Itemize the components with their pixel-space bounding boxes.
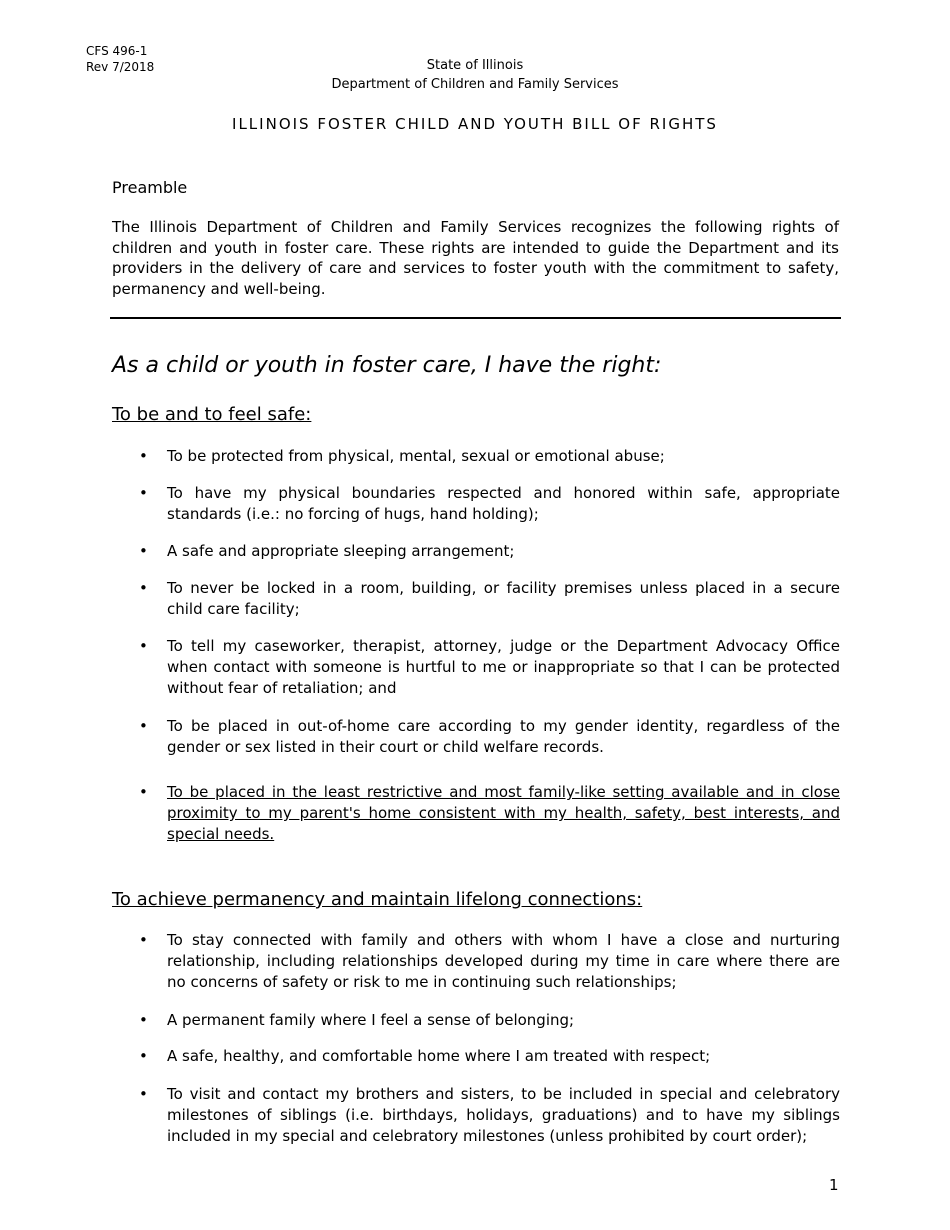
list-item: • A permanent family where I feel a sense of belonging; (139, 1011, 575, 1029)
department-name: Department of Children and Family Services (331, 77, 619, 92)
bullet-icon: • (139, 931, 148, 949)
list-item: • To never be locked in a room, building, or facility premises unless placed in a secure child care facility; (139, 579, 840, 618)
rights-intro: As a child or youth in foster care, I have the right: (112, 353, 662, 378)
list-item: • To be placed in out-of-home care according to my gender identity, regardless of the gender or sex listed in their court or child welfare records. (139, 717, 840, 756)
bullet-icon: • (139, 447, 148, 465)
page-number: 1 (829, 1176, 839, 1194)
bullet-icon: • (139, 484, 148, 502)
section-heading-permanency: To achieve permanency and maintain lifelong connections: (112, 889, 643, 910)
section-heading-safety: To be and to feel safe: (112, 404, 312, 425)
list-item: • To be protected from physical, mental, sexual or emotional abuse; (139, 447, 665, 465)
agency-header (0, 56, 950, 94)
list-item: • To tell my caseworker, therapist, attorney, judge or the Department Advocacy Office when contact with someone is hurtful to me or inappropriate so that I can be protected without fear of retaliation; and (139, 637, 840, 697)
list-item: • To have my physical boundaries respected and honored within safe, appropriate standards (i.e.: no forcing of hugs, hand holding); (139, 484, 840, 523)
state-name: State of Illinois (426, 58, 524, 73)
bullet-icon: • (139, 717, 148, 735)
list-item: • To stay connected with family and others with whom I have a close and nurturing relationship, including relationships developed during my time in care where there are no concerns of safety or risk to me in continuing such relationships; (139, 931, 840, 991)
list-item: • A safe and appropriate sleeping arrangement; (139, 542, 515, 560)
bullet-icon: • (139, 542, 148, 560)
bullet-icon: • (139, 783, 148, 801)
list-item: • To be placed in the least restrictive and most family-like setting available and in close proximity to my parent's home consistent with my health, safety, best interests, and special needs. (139, 783, 840, 843)
bullet-icon: • (139, 1011, 148, 1029)
section-divider (110, 317, 841, 319)
preamble-text: The Illinois Department of Children and Family Services recognizes the following rights of children and youth in foster care. These rights are intended to guide the Department and its providers in the delivery of care and services to foster youth with the commitment to safety, permanency and well-being. (112, 218, 839, 298)
preamble-heading: Preamble (112, 178, 188, 197)
bullet-icon: • (139, 1047, 148, 1065)
bullet-icon: • (139, 1085, 148, 1103)
form-revision: Rev 7/2018 (86, 60, 155, 74)
bullet-icon: • (139, 637, 148, 655)
form-number: CFS 496-1 (86, 44, 148, 58)
bullet-icon: • (139, 579, 148, 597)
list-item: • To visit and contact my brothers and sisters, to be included in special and celebratory milestones of siblings (i.e. birthdays, holidays, graduations) and to have my siblings included in my special and celebratory milestones (unless prohibited by court order); (139, 1085, 840, 1145)
document-title: ILLINOIS FOSTER CHILD AND YOUTH BILL OF RIGHTS (232, 115, 718, 133)
list-item: • A safe, healthy, and comfortable home where I am treated with respect; (139, 1047, 711, 1065)
